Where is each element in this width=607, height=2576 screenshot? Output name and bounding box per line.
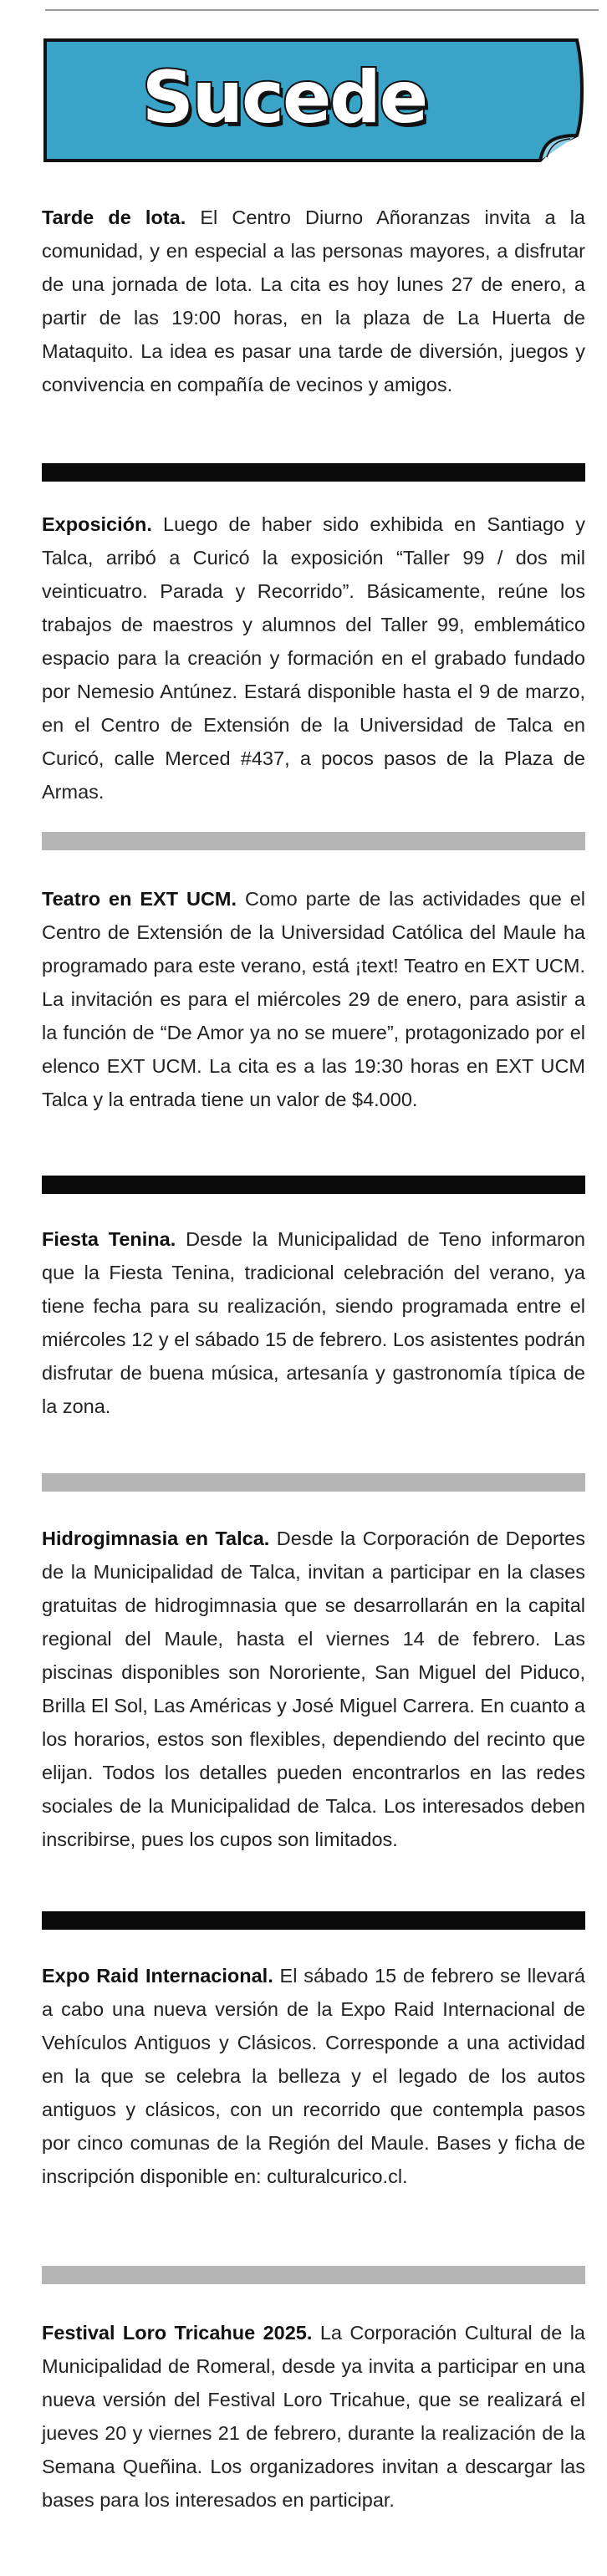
top-rule xyxy=(45,9,599,11)
separator-black xyxy=(42,1911,585,1930)
news-item-tarde-de-lota xyxy=(42,201,585,401)
news-item-title: Fiesta Tenina. xyxy=(42,1228,176,1250)
news-item-hidrogimnasia xyxy=(42,1522,585,1856)
news-item-body: Desde la Corporación de Deportes de la Municipalidad de Talca, invitan a participar en la clases gratuitas de hidrogimnasia que se desarrollarán en la capital regional del Maule, hasta el viernes 14 de febrero. Las piscinas disponibles son Nororiente, San Miguel del Piduco, Brilla El Sol, Las Américas y José Miguel Carrera. En cuanto a los horarios, estos son flexibles, dependiendo del recinto que elijan. Todos los detalles pueden encontrarlos en las redes sociales de la Municipalidad de Talca. Los interesados deben inscribirse, pues los cupos son limitados. xyxy=(42,1528,586,1850)
news-item-expo-raid xyxy=(42,1959,585,2193)
news-item-fiesta-tenina xyxy=(42,1222,585,1423)
news-item-body: El Centro Diurno Añoranzas invita a la comunidad, y en especial a las personas mayores, a disfrutar de una jornada de lota. La cita es hoy lunes 27 de enero, a partir de las 19:00 horas, en la plaza de La Huerta de Mataquito. La idea es pasar una tarde de diversión, juegos y convivencia en compañía de vecinos y amigos. xyxy=(42,207,586,395)
news-item-body: La Corporación Cultural de la Municipalidad de Romeral, desde ya invita a participar en una nueva versión del Festival Loro Tricahue, que se realizará el jueves 20 y viernes 21 de febrero, durante la realización de la Semana Queñina. Los organizadores invitan a descargar las bases para los interesados en participar. xyxy=(42,2322,585,2511)
separator-gray xyxy=(42,1473,585,1492)
separator-black xyxy=(42,1176,585,1194)
separator-gray xyxy=(42,2266,585,2284)
news-item-title: Expo Raid Internacional. xyxy=(42,1965,273,1987)
separator-gray xyxy=(42,832,585,850)
news-item-exposicion xyxy=(42,508,585,809)
news-item-title: Tarde de lota. xyxy=(42,207,186,228)
section-title: Sucede xyxy=(141,56,427,140)
news-item-teatro-ext-ucm xyxy=(42,882,585,1116)
news-item-body: Luego de haber sido exhibida en Santiago y Talca, arribó a Curicó la exposición “Taller 99 / dos mil veinticuatro. Parada y Recorrido”. Básicamente, reúne los trabajos de maestros y alumnos del Taller 99, emblemático espacio para la creación y formación en el grabado fundado por Nemesio Antúnez. Estará disponible hasta el 9 de marzo, en el Centro de Extensión de la Universidad de Talca en Curicó, calle Merced #437, a pocos pasos de la Plaza de Armas. xyxy=(42,513,586,803)
section-banner xyxy=(42,35,585,169)
news-item-title: Festival Loro Tricahue 2025. xyxy=(42,2322,313,2344)
news-item-title: Hidrogimnasia en Talca. xyxy=(42,1528,270,1549)
news-item-body: Como parte de las actividades que el Centro de Extensión de la Universidad Católica del Maule ha programado para este verano, está ¡text! Teatro en EXT UCM. La invitación es para el miércoles 29 de enero, para asistir a la función de “De Amor ya no se muere”, protagonizado por el elenco EXT UCM. La cita es a las 19:30 horas en EXT UCM Talca y la entrada tiene un valor de $4.000. xyxy=(42,888,586,1110)
news-item-title: Teatro en EXT UCM. xyxy=(42,888,237,910)
news-item-body: Desde la Municipalidad de Teno informaron que la Fiesta Tenina, tradicional celebración del verano, ya tiene fecha para su realización, siendo programada entre el miércoles 12 y el sábado 15 de febrero. Los asistentes podrán disfrutar de buena música, artesanía y gastronomía típica de la zona. xyxy=(42,1228,586,1417)
news-item-festival-loro-tricahue xyxy=(42,2316,585,2517)
separator-black xyxy=(42,463,585,482)
news-item-title: Exposición. xyxy=(42,513,152,535)
news-item-body: El sábado 15 de febrero se llevará a cabo una nueva versión de la Expo Raid Internacional de Vehículos Antiguos y Clásicos. Corresponde a una actividad en la que se celebra la belleza y el legado de los autos antiguos y clásicos, con un recorrido que contempla pasos por cinco comunas de la Región del Maule. Bases y ficha de inscripción disponible en: culturalcurico.cl. xyxy=(42,1965,586,2187)
